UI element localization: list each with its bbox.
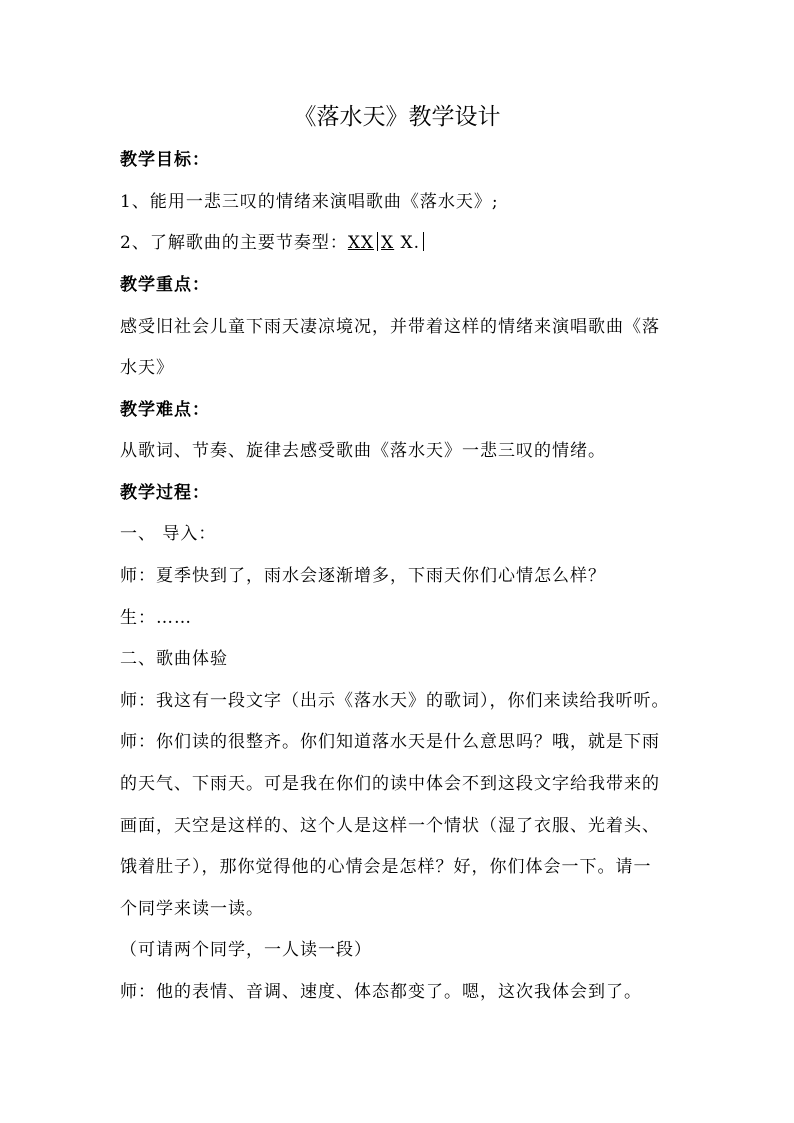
teacher-line-1: 师：夏季快到了，雨水会逐渐增多，下雨天你们心情怎么样？ [120, 566, 606, 586]
key-points-heading: 教学重点： [120, 275, 210, 295]
teacher-line-7: 个同学来读一读。 [120, 899, 264, 919]
key-points-line-2: 水天》 [120, 358, 174, 378]
difficulties-line-1: 从歌词、节奏、旋律去感受歌曲《落水天》一悲三叹的情绪。 [120, 441, 606, 461]
teacher-line-6: 饿着肚子），那你觉得他的心情会是怎样？好，你们体会一下。请一 [120, 857, 652, 877]
teacher-line-3: 师：你们读的很整齐。你们知道落水天是什么意思吗？哦，就是下雨 [120, 732, 660, 752]
teacher-line-4: 的天气、下雨天。可是我在你们的读中体会不到这段文字给我带来的 [120, 774, 660, 794]
rhythm-notation-x-dot: X. [394, 233, 421, 253]
barline-icon [423, 232, 424, 251]
objective-item-1: 1、能用一悲三叹的情绪来演唱歌曲《落水天》; [120, 192, 499, 212]
barline-icon [377, 232, 378, 251]
document-title: 《落水天》教学设计 [293, 104, 501, 130]
student-line-1: 生：…… [120, 608, 192, 628]
step-2-heading: 二、歌曲体验 [120, 649, 228, 669]
objectives-heading: 教学目标： [120, 150, 210, 170]
teacher-line-8: 师：他的表情、音调、速度、体态都变了。嗯，这次我体会到了。 [120, 982, 642, 1002]
rhythm-notation-xx: XX [347, 233, 375, 253]
objective-item-2 [120, 231, 690, 255]
objective-item-2-text: 2、了解歌曲的主要节奏型： [120, 233, 348, 253]
rhythm-notation-x: X [381, 233, 395, 253]
teacher-line-5: 画面，天空是这样的、这个人是这样一个情状（湿了衣服、光着头、 [120, 816, 660, 836]
process-heading: 教学过程： [120, 483, 210, 503]
key-points-line-1: 感受旧社会儿童下雨天凄凉境况，并带着这样的情绪来演唱歌曲《落 [120, 317, 660, 337]
difficulties-heading: 教学难点： [120, 400, 210, 420]
teacher-line-2: 师：我这有一段文字（出示《落水天》的歌词），你们来读给我听听。 [120, 691, 670, 711]
step-1-heading: 一、 导入： [120, 524, 217, 544]
note-line: （可请两个同学，一人读一段） [120, 940, 372, 960]
